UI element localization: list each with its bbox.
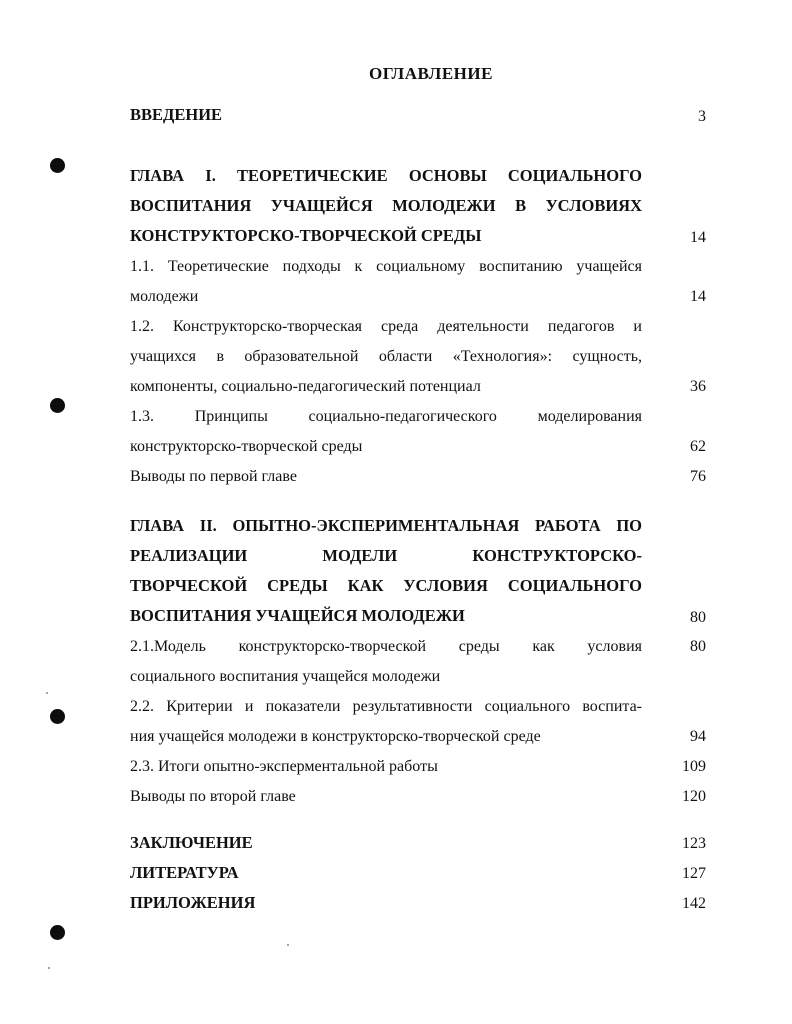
toc-page-number: 80	[690, 609, 706, 626]
chapter1-conclusions: Выводы по первой главе	[130, 468, 297, 485]
chapter2-title-line: РЕАЛИЗАЦИИ МОДЕЛИ КОНСТРУКТОРСКО-	[130, 546, 642, 565]
section-1-3-line: 1.3. Принципы социально-педагогического моделирования	[130, 408, 642, 425]
section-2-1-line: 2.1.Модель конструкторско-творческой среды как условия	[130, 638, 642, 655]
scan-speck	[46, 692, 48, 694]
scan-speck	[287, 944, 289, 946]
toc-page-number: 127	[682, 865, 706, 882]
punch-hole-mark	[50, 925, 65, 940]
chapter2-title-line: ТВОРЧЕСКОЙ СРЕДЫ КАК УСЛОВИЯ СОЦИАЛЬНОГО	[130, 576, 642, 595]
punch-hole-mark	[50, 398, 65, 413]
section-1-1-line: молодежи	[130, 288, 199, 305]
toc-page-number: 36	[690, 378, 706, 395]
section-1-3-line: конструкторско-творческой среды	[130, 438, 363, 455]
chapter1-title-line: ВОСПИТАНИЯ УЧАЩЕЙСЯ МОЛОДЕЖИ В УСЛОВИЯХ	[130, 196, 642, 215]
toc-page-number: 120	[682, 788, 706, 805]
scan-speck	[48, 967, 50, 969]
chapter2-title-line: ВОСПИТАНИЯ УЧАЩЕЙСЯ МОЛОДЕЖИ	[130, 606, 465, 625]
section-1-2-line: компоненты, социально-педагогический потенциал	[130, 378, 481, 395]
chapter2-title-line: ГЛАВА II. ОПЫТНО-ЭКСПЕРИМЕНТАЛЬНАЯ РАБОТА ПО	[130, 516, 642, 535]
toc-page-number: 62	[690, 438, 706, 455]
section-2-2-line: ния учащейся молодежи в конструкторско-творческой среде	[130, 728, 541, 745]
toc-page-number: 3	[698, 108, 706, 125]
toc-entry-conclusion: ЗАКЛЮЧЕНИЕ	[130, 833, 253, 852]
toc-entry-intro: ВВЕДЕНИЕ	[130, 105, 223, 124]
toc-entry-literature: ЛИТЕРАТУРА	[130, 863, 239, 882]
toc-page-number: 76	[690, 468, 706, 485]
toc-page-number: 14	[690, 229, 706, 246]
chapter2-conclusions: Выводы по второй главе	[130, 788, 296, 805]
toc-page-number: 109	[682, 758, 706, 775]
section-2-1-line: социального воспитания учащейся молодежи	[130, 668, 441, 685]
section-1-2-line: 1.2. Конструкторско-творческая среда деятельности педагогов и	[130, 318, 642, 335]
punch-hole-mark	[50, 709, 65, 724]
toc-page-number: 80	[690, 638, 706, 655]
chapter1-title-line: КОНСТРУКТОРСКО-ТВОРЧЕСКОЙ СРЕДЫ	[130, 226, 482, 245]
chapter1-title-line: ГЛАВА I. ТЕОРЕТИЧЕСКИЕ ОСНОВЫ СОЦИАЛЬНОГО	[130, 166, 642, 185]
toc-page-number: 94	[690, 728, 706, 745]
section-1-2-line: учащихся в образовательной области «Технология»: сущность,	[130, 348, 642, 365]
toc-page-number: 14	[690, 288, 706, 305]
toc-page-number: 142	[682, 895, 706, 912]
toc-page-number: 123	[682, 835, 706, 852]
toc-entry-appendices: ПРИЛОЖЕНИЯ	[130, 893, 256, 912]
section-2-2-line: 2.2. Критерии и показатели результативности социального воспита-	[130, 698, 642, 715]
section-1-1-line: 1.1. Теоретические подходы к социальному воспитанию учащейся	[130, 258, 642, 275]
section-2-3-line: 2.3. Итоги опытно-эксперментальной работы	[130, 758, 438, 775]
toc-heading: ОГЛАВЛЕНИЕ	[369, 64, 493, 83]
punch-hole-mark	[50, 158, 65, 173]
